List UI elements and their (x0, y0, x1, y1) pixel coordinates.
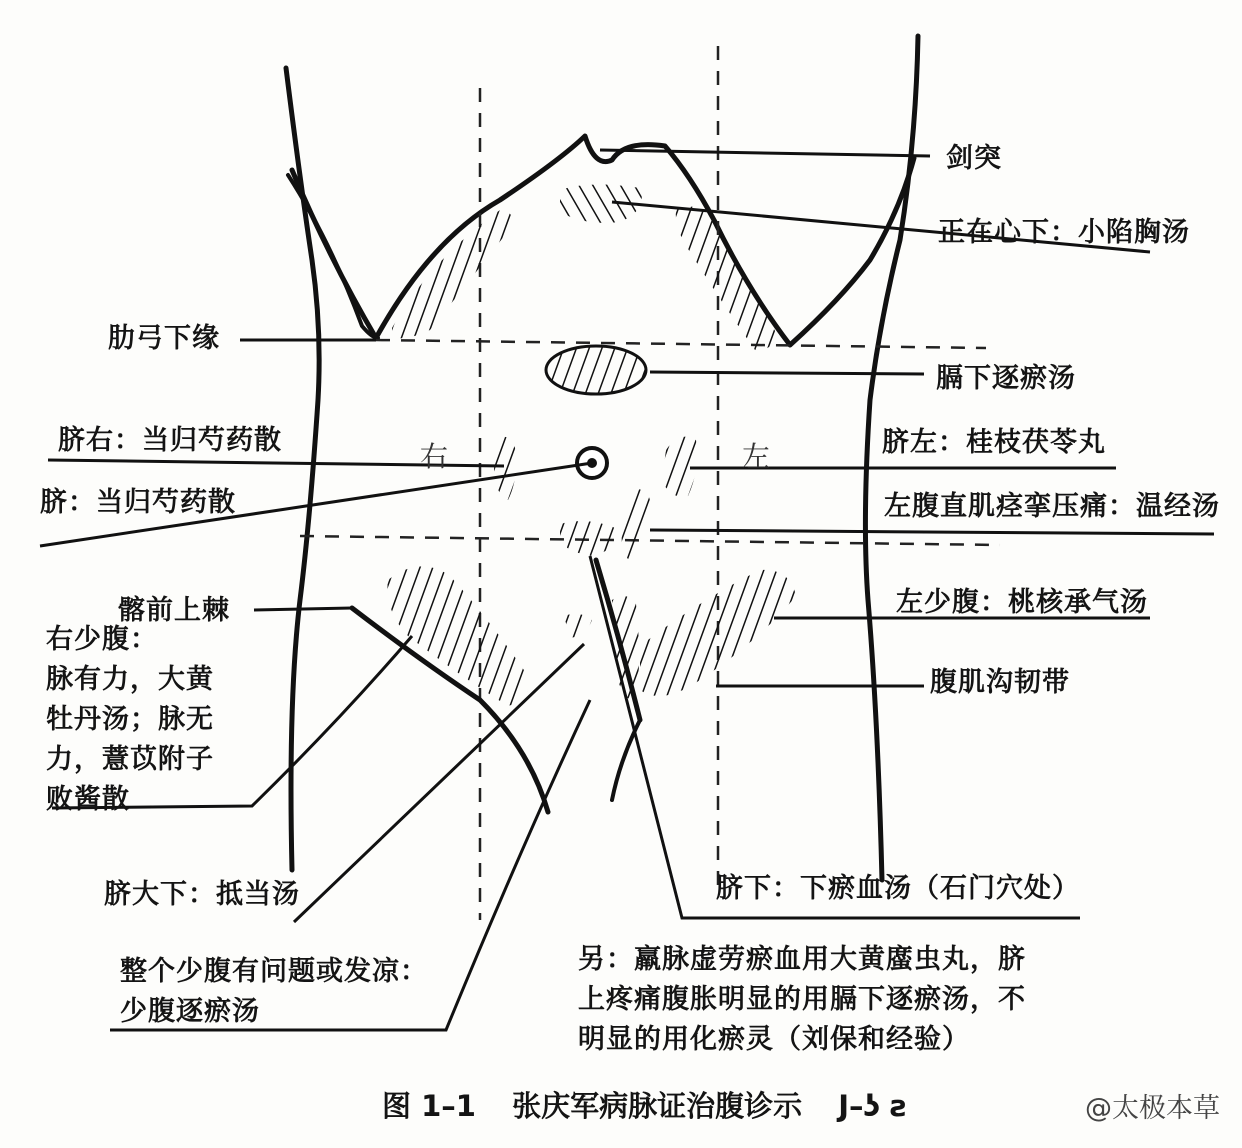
below-navel-large-label: 脐大下：抵当汤 (104, 879, 300, 910)
navel-label: 脐：当归芍药散 (40, 487, 236, 518)
asis-label: 髂前上棘 (118, 595, 230, 626)
left-lower-abdomen-label: 左少腹：桃核承气汤 (896, 587, 1148, 618)
note-line: 上疼痛腹胀明显的用膈下逐瘀汤，不 (578, 984, 1026, 1015)
xiphoid-leader (600, 150, 930, 156)
pubic-region (612, 596, 639, 700)
lower-horizontal-guide (300, 536, 1000, 545)
note-text (578, 940, 1026, 1060)
right-lower-abdomen-line: 败酱散 (46, 784, 130, 815)
under-heart-label: 正在心下：小陷胸汤 (938, 217, 1190, 248)
note-line: 明显的用化瘀灵（刘保和经验） (578, 1024, 970, 1055)
upper-horizontal-guide (376, 340, 986, 348)
left-side-marker: 左 (742, 440, 772, 473)
left-costal-region (676, 207, 778, 351)
left-rectus-region (622, 489, 650, 560)
note-line: 另：羸脉虚劳瘀血用大黄䗪虫丸，脐 (578, 944, 1026, 975)
lower-navel-region (564, 614, 592, 638)
right-lower-abdomen-line: 右少腹： (46, 624, 158, 655)
right-costal-region (392, 210, 513, 338)
asis-leader (254, 608, 352, 610)
right-navel-region (494, 437, 516, 500)
whole-lower-abdomen-line: 少腹逐瘀汤 (120, 996, 260, 1027)
figure-number: 图 1–1 (382, 1089, 476, 1123)
right-lower-abdomen-line: 脉有力，大黄 (46, 664, 214, 695)
figure-caption (382, 1084, 933, 1125)
costal-arch (292, 136, 914, 345)
right-lower-abdomen-line: 力，薏苡附子 (46, 744, 214, 775)
page-mark: J–ʖ ƨ (838, 1089, 908, 1123)
xiphoid-label: 剑突 (946, 143, 1002, 174)
below-diaphragm-label: 膈下逐瘀汤 (936, 363, 1076, 394)
right-lower-abdomen-line: 牡丹汤；脉无 (46, 704, 214, 735)
right-lower-abdomen-label (46, 620, 286, 820)
below-diaphragm-region (546, 346, 646, 394)
left-rectus-label: 左腹直肌痉挛压痛：温经汤 (884, 491, 1220, 522)
upper-navel-region (560, 521, 620, 556)
inguinal-ligament-label: 腹肌沟韧带 (930, 667, 1070, 698)
right-side-marker: 右 (420, 440, 450, 473)
below-navel-label: 脐下：下瘀血汤（石门穴处） (716, 873, 1080, 904)
figure-title: 张庆军病脉证治腹诊示 (512, 1089, 803, 1123)
whole-lower-abdomen-label (120, 952, 428, 1032)
whole-lower-abdomen-line: 整个少腹有问题或发凉： (120, 956, 428, 987)
left-of-navel-label: 脐左：桂枝茯苓丸 (882, 427, 1106, 458)
left-rectus-leader (650, 530, 1214, 534)
costal-margin-label: 肋弓下缘 (108, 323, 220, 354)
watermark: @太极本草 (1085, 1093, 1220, 1124)
below-diaphragm-leader (650, 372, 924, 374)
below-navel-large-leader (294, 644, 584, 922)
right-of-navel-label: 脐右：当归芍药散 (58, 425, 282, 456)
